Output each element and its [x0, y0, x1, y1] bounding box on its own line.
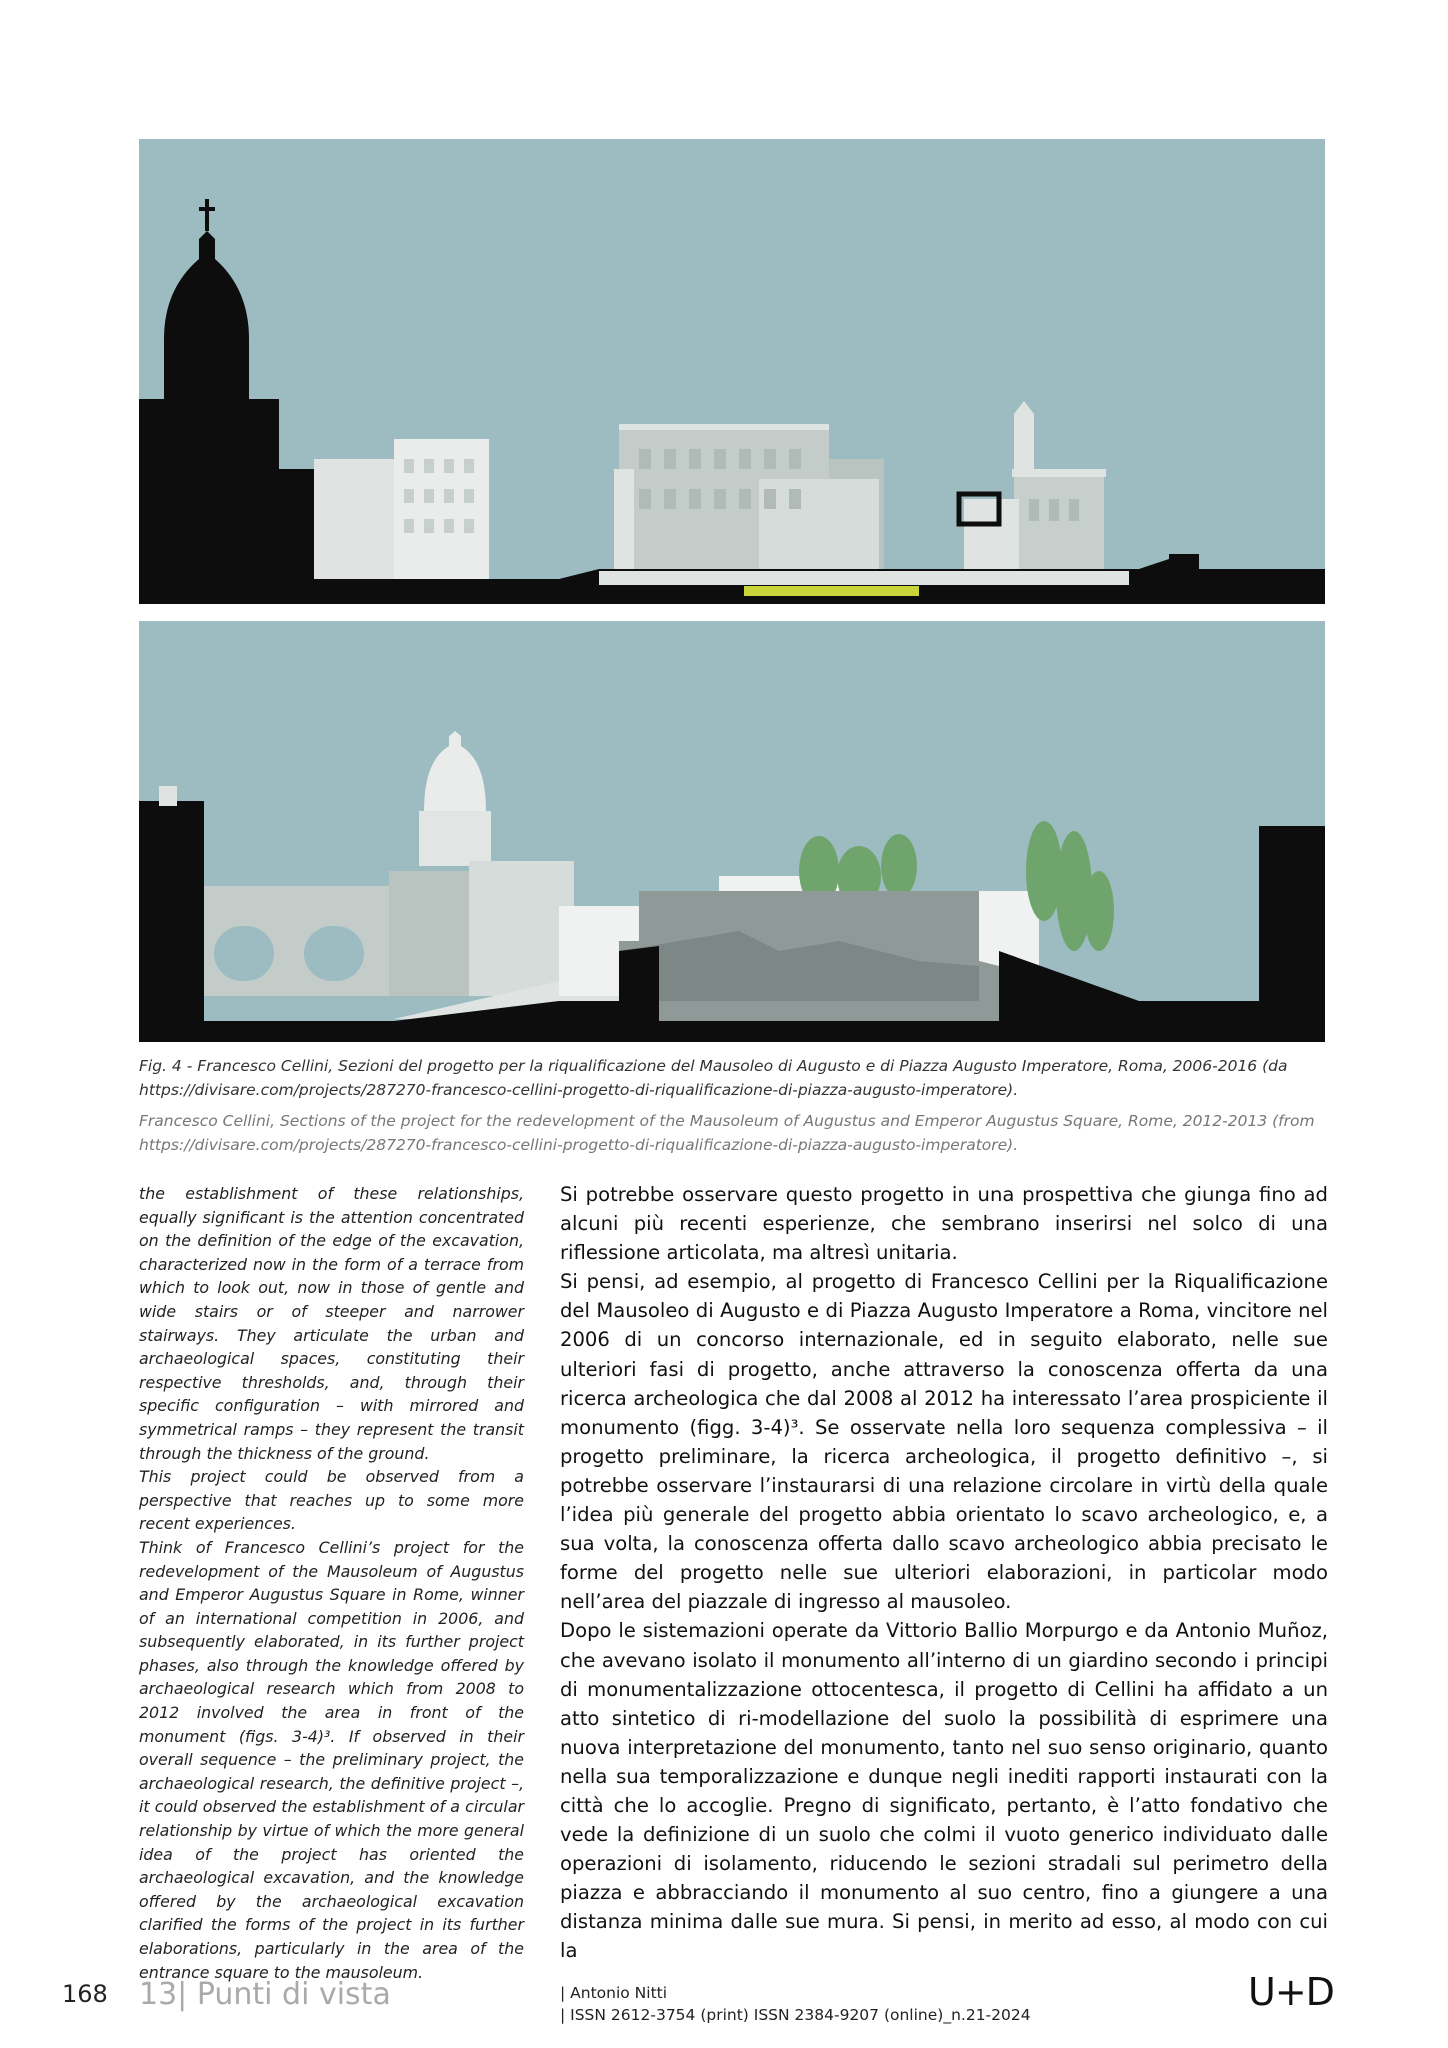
page-number: 168 — [62, 1980, 108, 2008]
english-text-column — [139, 1182, 524, 1984]
paragraph: This project could be observed from a perspective that reaches up to some more recent experiences. — [139, 1467, 524, 1534]
figure-caption-english: Francesco Cellini, Sections of the project for the redevelopment of the Mausoleum of Augustus and Emperor Augustus Square, Rome, 2012-2013 (from https://divisare.com/projects/287270-francesco-cellini-progetto-di-riqualificazione-di-piazza-augusto-imperatore). — [139, 1112, 1315, 1154]
section-drawing-bottom — [139, 621, 1325, 1042]
section-title: 13| Punti di vista — [139, 1977, 391, 2012]
figure-caption-italian: Fig. 4 - Francesco Cellini, Sezioni del progetto per la riqualificazione del Mausoleo di Augusto e di Piazza Augusto Imperatore, Roma, 2006-2016 (da https://divisare.com/projects/287270-francesco-cellini-progetto-di-riqualificazione-di-piazza-augusto-imperatore). — [139, 1057, 1288, 1099]
paragraph: Dopo le sistemazioni operate da Vittorio Ballio Morpurgo e da Antonio Muñoz, che avevano isolato il monumento all’interno di un giardino secondo i principi di monumentalizzazione ottocentesca, il progetto di Cellini ha affidato a un atto sintetico di ri-modellazione del suolo la possibilità di esprimere una nuova interpretazione del monumento, tanto nel suo senso originario, quanto nella sua temporalizzazione e dunque negli inediti rapporti instaurati con la città che lo accoglie. Pregno di significato, pertanto, è l’atto fondativo che vede la definizione di un suolo che colmi il vuoto generico individuato dalle operazioni di isolamento, riducendo le sezioni stradali sul perimetro della piazza e abbracciando il monumento al suo centro, fino a giungere a una distanza minima dalle sue mura. Si pensi, in merito ad esso, al modo con cui la — [560, 1619, 1328, 1963]
figure-section-top — [139, 139, 1325, 604]
figure-section-bottom — [139, 621, 1325, 1042]
paragraph: the establishment of these relationships, equally significant is the attention concentrated on the definition of the edge of the excavation, characterized now in the form of a terrace from which to look out, now in those of gentle and wide stairs or of steeper and narrower stairways. They articulate the urban and archaeological spaces, constituting their respective thresholds, and, through their specific configuration – with mirrored and symmetrical ramps – they represent the transit through the thickness of the ground. — [139, 1184, 524, 1463]
footer-info — [560, 1982, 1031, 2026]
paragraph: Think of Francesco Cellini’s project for the redevelopment of the Mausoleum of Augustus and Emperor Augustus Square in Rome, winner of an international competition in 2006, and subsequently elaborated, in its further project phases, also through the knowledge offered by archaeological research which from 2008 to 2012 involved the area in front of the monument (figs. 3-4)³. If observed in their overall sequence – the preliminary project, the archaeological research, the definitive project –, it could observed the establishment of a circular relationship by virtue of which the more general idea of the project has oriented the archaeological excavation, and the knowledge offered by the archaeological excavation clarified the forms of the project in its further elaborations, particularly in the area of the entrance square to the mausoleum. — [139, 1537, 524, 1982]
journal-logo: U+D — [1248, 1970, 1334, 2014]
paragraph: Si pensi, ad esempio, al progetto di Francesco Cellini per la Riqualificazione del Mausoleo di Augusto e di Piazza Augusto Imperatore a Roma, vincitore nel 2006 di un concorso internazionale, ed in seguito elaborato, nelle sue ulteriori fasi di progetto, anche attraverso la conoscenza offerta da una ricerca archeologica che dal 2008 al 2012 ha interessato l’area prospiciente il monumento (figg. 3-4)³. Se osservate nella loro sequenza complessiva – il progetto preliminare, la ricerca archeologica, il progetto definitivo –, si potrebbe osservare l’instaurarsi di una relazione circolare in virtù della quale l’idea più generale del progetto abbia orientato lo scavo archeologico, e, a sua volta, la conoscenza offerta dallo scavo archeologico abbia precisato le forme del progetto nelle sue ulteriori elaborazioni, in particolar modo nell’area del piazzale di ingresso al mausoleo. — [560, 1270, 1328, 1614]
author-name: | Antonio Nitti — [560, 1984, 668, 2002]
italian-text-column — [560, 1180, 1328, 1966]
section-drawing-top — [139, 139, 1325, 604]
paragraph: Si potrebbe osservare questo progetto in una prospettiva che giunga fino ad alcuni più recenti esperienze, che sembrano inserirsi nel solco di una riflessione articolata, ma altresì unitaria. — [560, 1183, 1328, 1265]
issn-line: | ISSN 2612-3754 (print) ISSN 2384-9207 (online)_n.21-2024 — [560, 2006, 1031, 2024]
